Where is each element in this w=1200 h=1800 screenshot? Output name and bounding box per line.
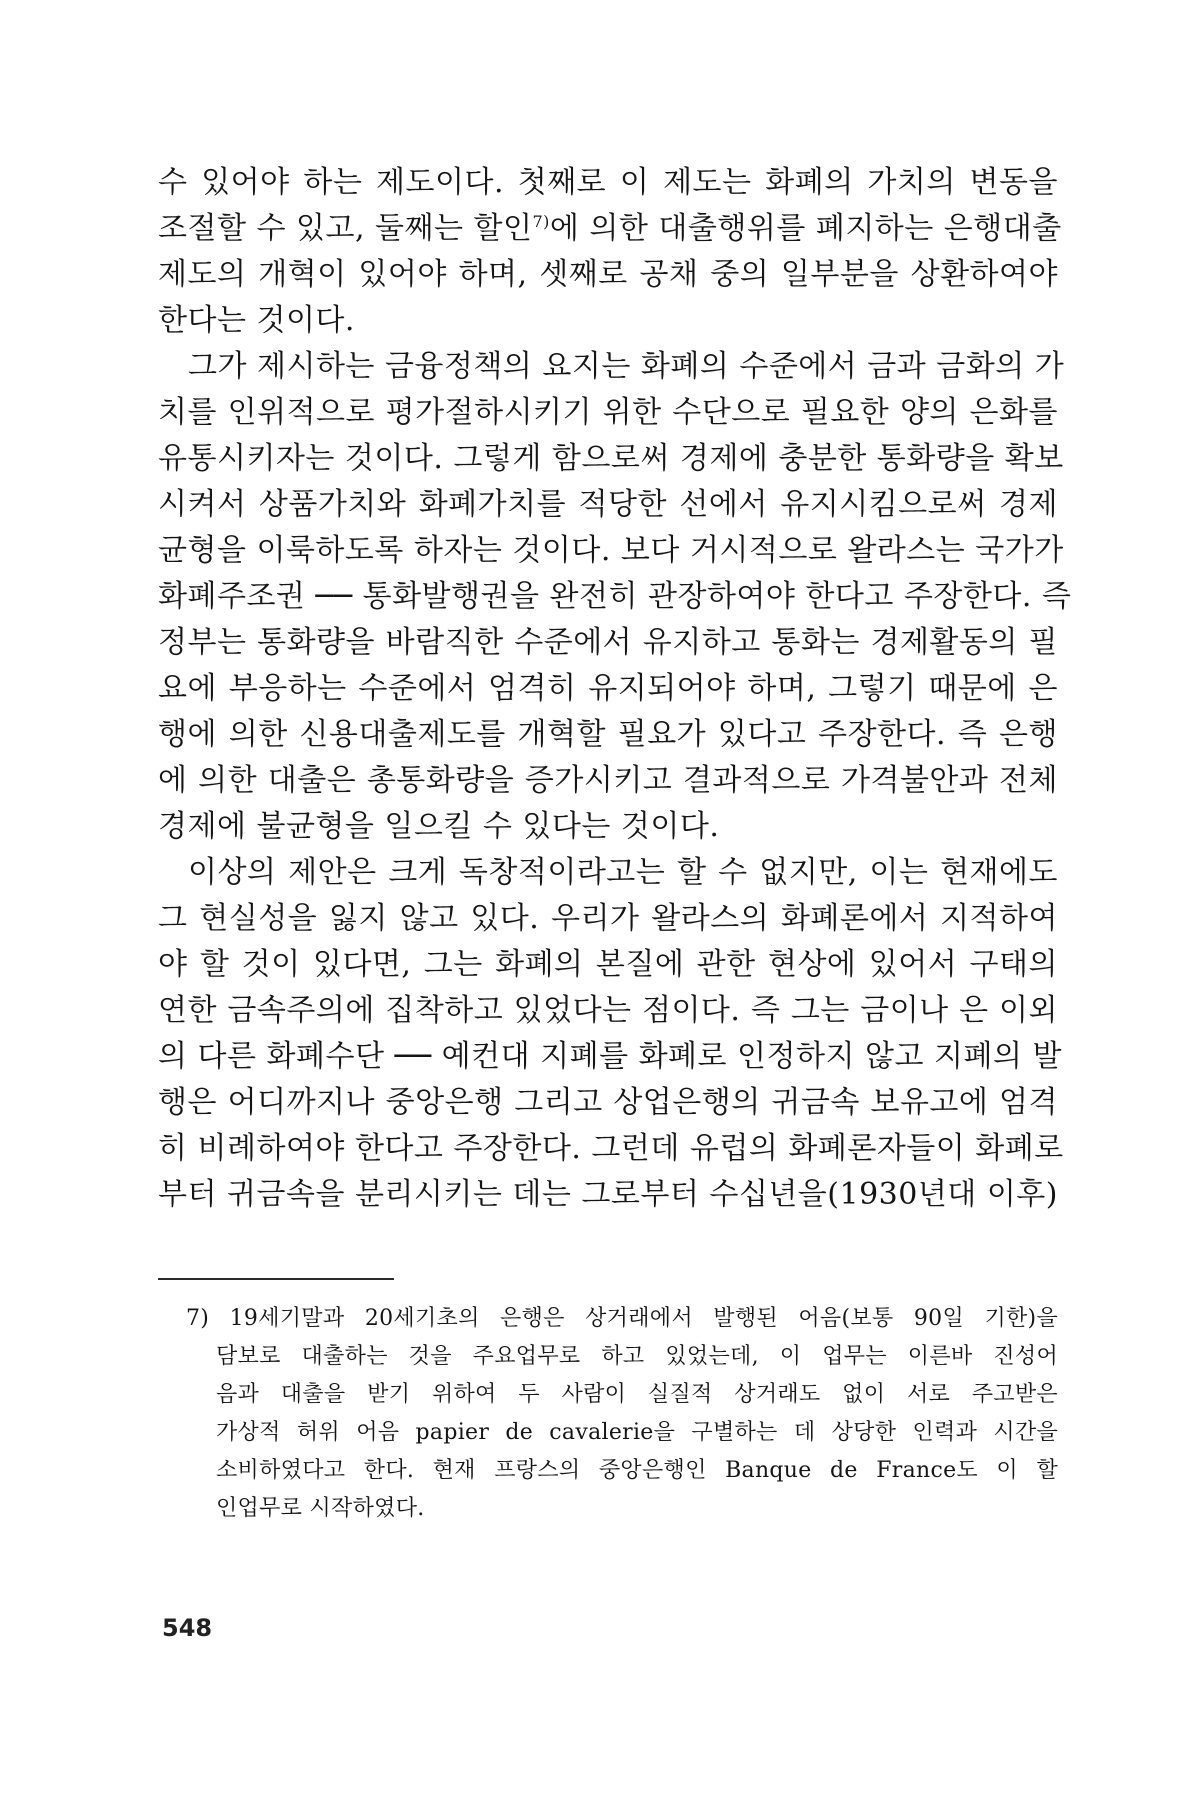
text-line: 경제에 불균형을 일으킬 수 있다는 것이다.	[158, 809, 720, 844]
footnote-line: 소비하였다고 한다. 현재 프랑스의 중앙은행인 Banque de France도 이 할	[216, 1458, 1058, 1483]
body-text	[158, 160, 1072, 1218]
text-line: 유통시키자는 것이다. 그렇게 함으로써 경제에 충분한 통화량을 확보	[158, 441, 1064, 476]
text-line: 화폐주조권 ── 통화발행권을 완전히 관장하여야 한다고 주장한다. 즉	[158, 579, 1072, 614]
text-line: 치를 인위적으로 평가절하시키기 위한 수단으로 필요한 양의 은화를	[158, 395, 1058, 430]
text-line: 시켜서 상품가치와 화폐가치를 적당한 선에서 유지시킴으로써 경제	[158, 487, 1058, 522]
text-line: 그 현실성을 잃지 않고 있다. 우리가 왈라스의 화폐론에서 지적하여	[158, 901, 1058, 936]
text-line: 의 다른 화폐수단 ── 예컨대 지폐를 화폐로 인정하지 않고 지폐의 발	[158, 1039, 1062, 1074]
text-line: 연한 금속주의에 집착하고 있었다는 점이다. 즉 그는 금이나 은 이외	[158, 993, 1058, 1028]
text-line: 에 의한 대출은 총통화량을 증가시키고 결과적으로 가격불안과 전체	[158, 763, 1058, 798]
text-line: 히 비례하여야 한다고 주장한다. 그런데 유럽의 화폐론자들이 화폐로	[158, 1131, 1064, 1166]
text-segment: 에 의한 대출행위를 폐지하는 은행대출	[549, 211, 1062, 246]
text-line: 균형을 이룩하도록 하자는 것이다. 보다 거시적으로 왈라스는 국가가	[158, 533, 1064, 568]
footnote-reference: 7)	[532, 212, 550, 231]
footnote-line: 가상적 허위 어음 papier de cavalerie을 구별하는 데 상당한 인력과 시간을	[216, 1420, 1058, 1445]
footnote-line: 담보로 대출하는 것을 주요업무로 하고 있었는데, 이 업무는 이른바 진성어	[216, 1344, 1058, 1369]
text-line-with-footnote-ref	[158, 206, 1062, 252]
text-line: 부터 귀금속을 분리시키는 데는 그로부터 수십년을(1930년대 이후)	[158, 1177, 1058, 1212]
text-line: 제도의 개혁이 있어야 하며, 셋째로 공채 중의 일부분을 상환하여야	[158, 257, 1058, 292]
footnote-line: 인업무로 시작하였다.	[216, 1496, 425, 1521]
footnote-line: 음과 대출을 받기 위하여 두 사람이 실질적 상거래도 없이 서로 주고받은	[216, 1382, 1058, 1407]
footnote-7	[186, 1300, 1058, 1528]
footnote-divider	[158, 1278, 394, 1280]
text-line: 행에 의한 신용대출제도를 개혁할 필요가 있다고 주장한다. 즉 은행	[158, 717, 1058, 752]
paragraph-3	[158, 850, 1064, 1218]
text-line: 한다는 것이다.	[158, 303, 355, 338]
paragraph-2	[158, 344, 1072, 850]
page-number: 548	[162, 1614, 213, 1642]
text-line: 정부는 통화량을 바람직한 수준에서 유지하고 통화는 경제활동의 필	[158, 625, 1058, 660]
text-segment: 조절할 수 있고, 둘째는 할인	[158, 211, 533, 246]
text-line: 요에 부응하는 수준에서 엄격히 유지되어야 하며, 그렇기 때문에 은	[158, 671, 1058, 706]
text-line: 야 할 것이 있다면, 그는 화폐의 본질에 관한 현상에 있어서 구태의	[158, 947, 1058, 982]
text-line: 이상의 제안은 크게 독창적이라고는 할 수 없지만, 이는 현재에도	[188, 855, 1058, 890]
text-line: 수 있어야 하는 제도이다. 첫째로 이 제도는 화폐의 가치의 변동을	[158, 165, 1058, 200]
footnote-line: 7) 19세기말과 20세기초의 은행은 상거래에서 발행된 어음(보통 90일 기한)을	[186, 1306, 1058, 1331]
paragraph-1	[158, 160, 1062, 344]
text-line: 그가 제시하는 금융정책의 요지는 화폐의 수준에서 금과 금화의 가	[188, 349, 1065, 384]
text-line: 행은 어디까지나 중앙은행 그리고 상업은행의 귀금속 보유고에 엄격	[158, 1085, 1058, 1120]
